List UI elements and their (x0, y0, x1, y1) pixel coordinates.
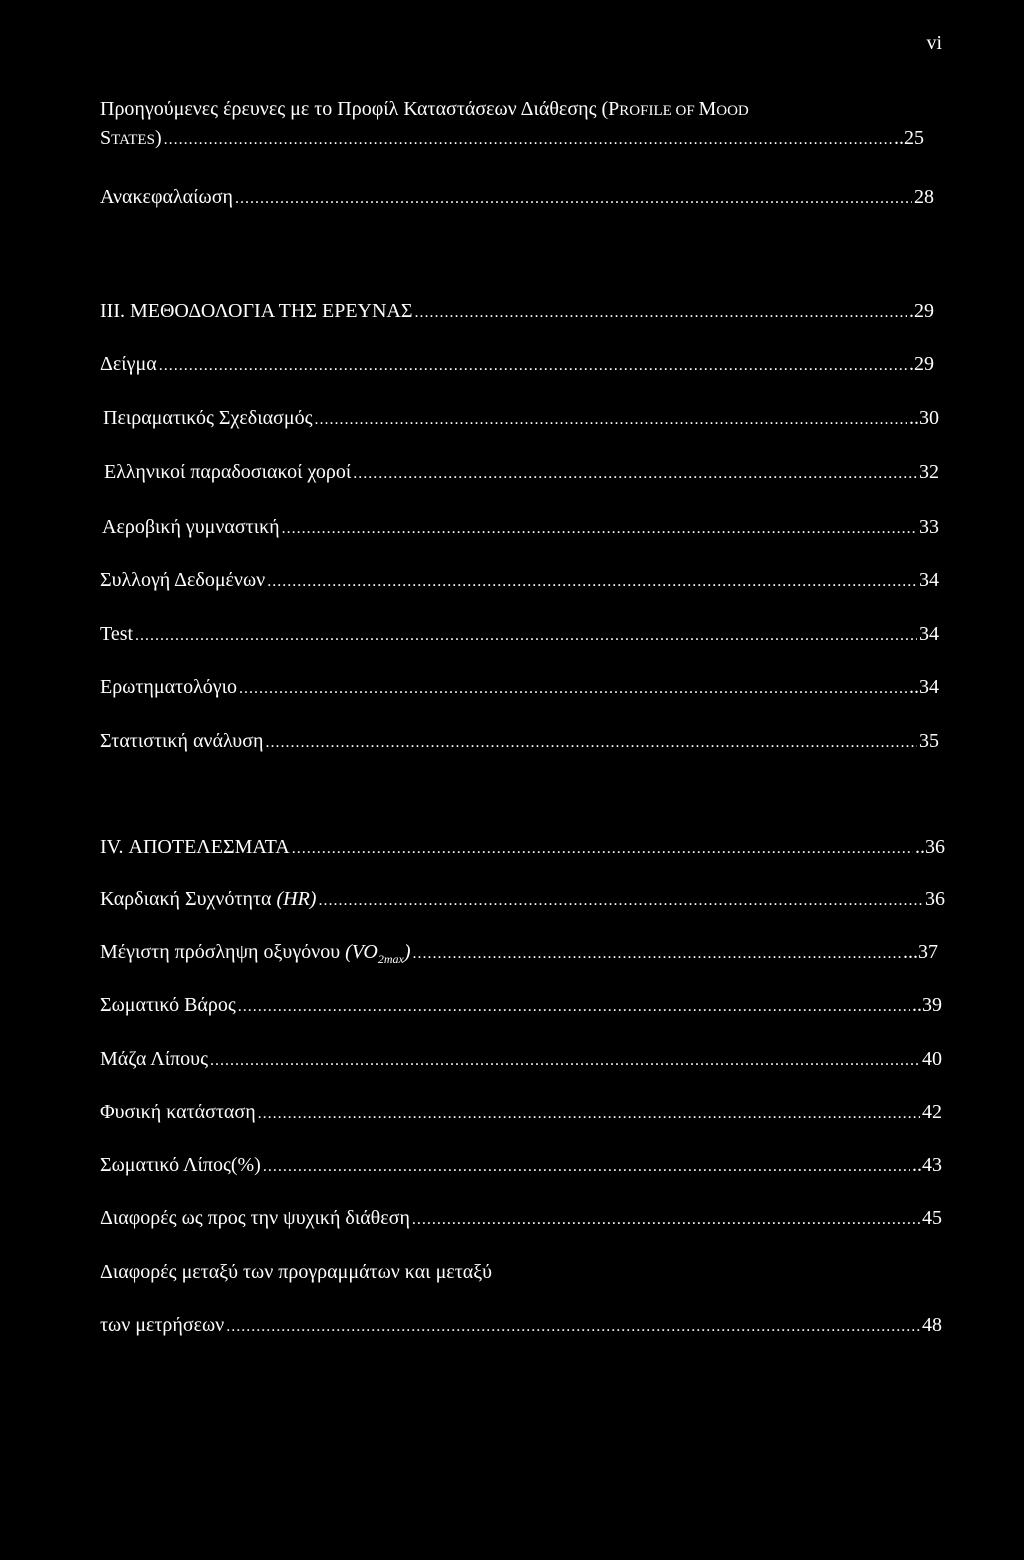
toc-entry-page: ..30 (909, 407, 939, 429)
toc-entry-mood-differences (100, 1205, 942, 1231)
toc-entry-title: Διαφορές μεταξύ των προγραμμάτων και μεταξύ (100, 1261, 493, 1283)
toc-entry-page: ..43 (912, 1154, 942, 1176)
toc-entry-page: .29 (909, 353, 934, 375)
toc-entry-title: Διαφορές ως προς την ψυχική διάθεση (100, 1207, 410, 1229)
smallcaps-ood: OOD (716, 103, 749, 119)
leader-dots (263, 1154, 910, 1180)
toc-entry-page: 48 (922, 1314, 942, 1336)
leader-dots (226, 1314, 920, 1340)
title-text: Μέγιστη πρόσληψη οξυγόνου (100, 941, 346, 963)
toc-entry-page: 32 (919, 461, 939, 483)
leader-dots (412, 1207, 920, 1233)
leader-dots (265, 730, 917, 756)
title-abbrev-open: (VO (345, 941, 378, 963)
toc-entry-page: 28 (914, 186, 934, 208)
toc-entry-title: Δείγμα (100, 353, 157, 375)
toc-entry-title: Test (100, 623, 134, 645)
toc-entry-title (100, 125, 162, 153)
toc-entry-title (100, 886, 316, 912)
toc-chapter-results (100, 834, 945, 860)
toc-entry-page: 40 (922, 1048, 942, 1070)
toc-entry-title: Πειραματικός Σχεδιασμός (103, 407, 313, 429)
toc-entry-title: Ελληνικοί παραδοσιακοί χοροί (104, 461, 352, 483)
leader-dots (164, 127, 892, 153)
smallcaps-tates: TATES (111, 132, 155, 148)
leader-dots (258, 1101, 920, 1127)
toc-entry-pom-line2 (100, 125, 924, 151)
toc-entry-page: 34 (919, 569, 939, 591)
toc-entry-pom-line1 (100, 96, 749, 122)
toc-entry-dances (104, 459, 939, 485)
toc-entry-page: 45 (922, 1207, 942, 1229)
toc-entry-program-differences-line2 (100, 1312, 942, 1338)
toc-entry-fat-percent (100, 1152, 942, 1178)
toc-entry-vo2max (100, 939, 938, 965)
leader-dots (239, 676, 907, 702)
toc-entry-page: ...37 (903, 941, 938, 963)
toc-entry-data-collection (100, 567, 939, 593)
toc-entry-title: Στατιστική ανάλυση (100, 730, 264, 752)
toc-entry-page: ..25 (894, 127, 924, 149)
title-text: Καρδιακή Συχνότητα (100, 888, 277, 910)
leader-dots (267, 569, 917, 595)
toc-chapter-methodology (100, 298, 934, 324)
toc-entry-questionnaire (100, 674, 939, 700)
toc-entry-test (100, 621, 939, 647)
leader-dots (159, 353, 907, 379)
page-number: vi (926, 32, 942, 54)
toc-entry-title: Φυσική κατάσταση (100, 1101, 256, 1123)
toc-entry-aerobic (102, 514, 939, 540)
toc-entry-title (100, 939, 411, 972)
toc-entry-page: 33 (919, 516, 939, 538)
toc-entry-title: Ανακεφαλαίωση (100, 186, 233, 208)
toc-entry-title: Ερωτηματολόγιο (100, 676, 238, 698)
toc-entry-title: Μάζα Λίπους (100, 1048, 208, 1070)
toc-entry-heart-rate (100, 886, 945, 912)
toc-entry-title: Αεροβική γυμναστική (102, 516, 280, 538)
toc-entry-page: ..34 (909, 676, 939, 698)
leader-dots (282, 516, 917, 542)
toc-entry-sample (100, 351, 934, 377)
toc-entry-page: 35 (919, 730, 939, 752)
leader-dots (314, 407, 907, 433)
toc-entry-page: .29 (909, 300, 934, 322)
toc-entry-title: Σωματικό Βάρος (100, 994, 236, 1016)
toc-entry-page: 36 (925, 888, 945, 910)
leader-dots (415, 300, 907, 326)
leader-dots (318, 888, 923, 914)
toc-entry-title: IV. ΑΠΟΤΕΛΕΣΜΑΤΑ (100, 836, 290, 858)
leader-dots (210, 1048, 920, 1074)
smallcaps-rofile-of: ROFILE OF (619, 103, 699, 119)
toc-entry-statistics (100, 728, 939, 754)
toc-entry-fitness (100, 1099, 942, 1125)
toc-entry-design (103, 405, 939, 431)
title-abbrev-close: ) (403, 941, 411, 963)
toc-entry-page: ..36 (915, 836, 945, 858)
toc-entry-title: των μετρήσεων (100, 1314, 225, 1336)
toc-entry-recap (100, 184, 934, 210)
title-abbrev: (HR) (276, 888, 317, 910)
smallcaps-p: P (608, 98, 620, 120)
toc-entry-body-weight (100, 992, 942, 1018)
toc-entry-title: Σωματικό Λίπος(%) (100, 1154, 261, 1176)
toc-entry-fat-mass (100, 1046, 942, 1072)
leader-dots (235, 186, 912, 212)
leader-dots (238, 994, 910, 1020)
toc-entry-title: Συλλογή Δεδομένων (100, 569, 266, 591)
leader-dots (413, 941, 901, 967)
toc-entry-page: 34 (919, 623, 939, 645)
close-paren: ) (154, 127, 162, 149)
leader-dots (292, 836, 913, 862)
smallcaps-m: M (698, 98, 717, 120)
toc-entry-page: 42 (922, 1101, 942, 1123)
smallcaps-s: S (100, 127, 112, 149)
toc-entry-program-differences-line1 (100, 1259, 492, 1285)
title-subscript: 2max (377, 952, 404, 966)
leader-dots (353, 461, 917, 487)
toc-entry-title: III. ΜΕΘΟΔΟΛΟΓΙΑ ΤΗΣ ΕΡΕΥΝΑΣ (100, 300, 413, 322)
leader-dots (135, 623, 917, 649)
toc-entry-title: Προηγούμενες έρευνες με το Προφίλ Καταστάσεων Διάθεσης ( (100, 98, 609, 120)
toc-entry-page: ..39 (912, 994, 942, 1016)
